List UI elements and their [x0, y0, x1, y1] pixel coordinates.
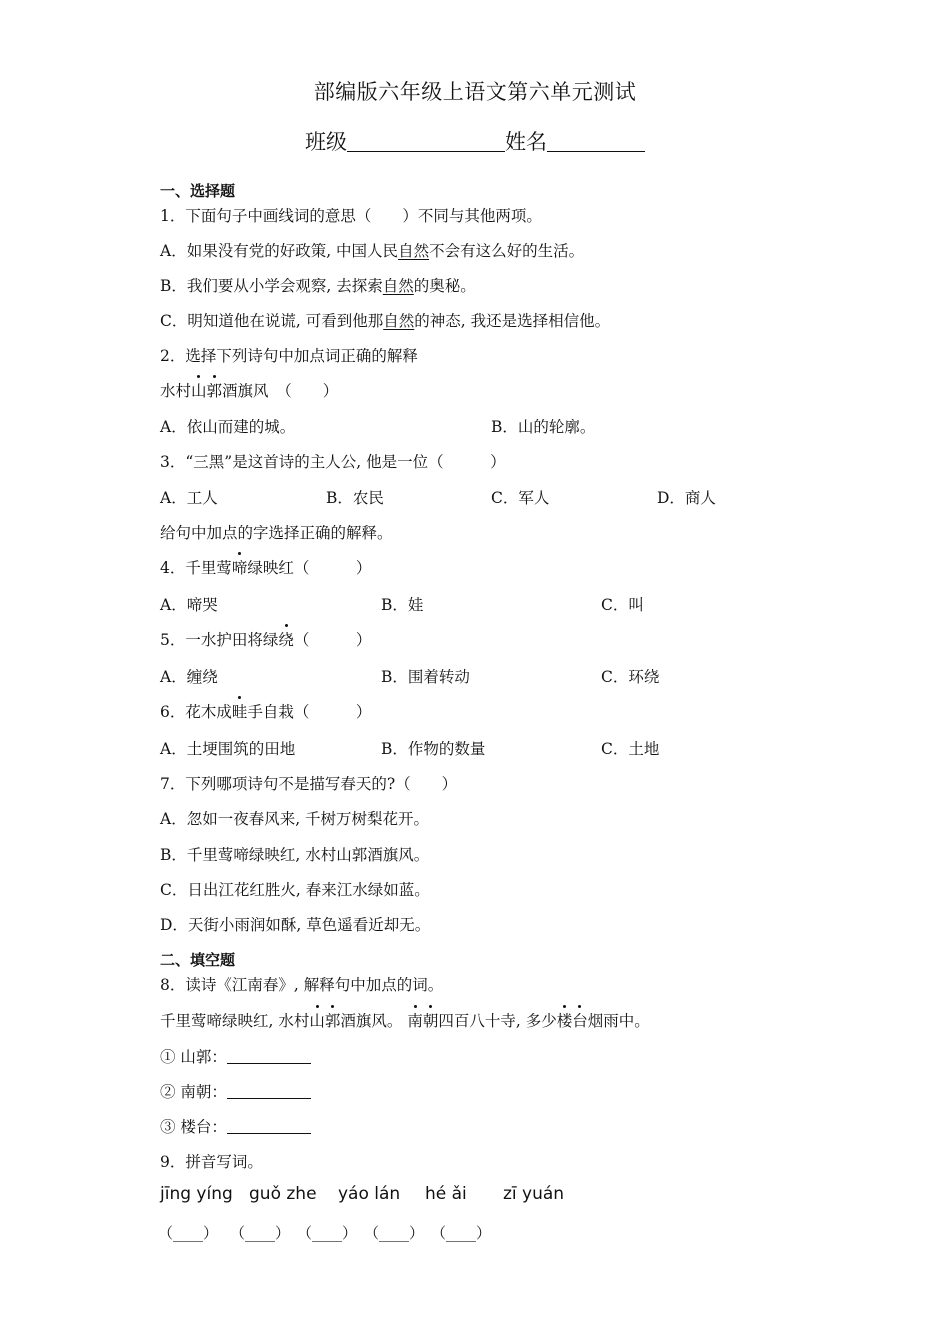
- q4-option-a[interactable]: A．啼哭: [160, 596, 218, 614]
- underlined-word: 自然: [383, 312, 415, 330]
- q5-option-b[interactable]: B．围着转动: [381, 668, 470, 686]
- q3-option-d[interactable]: D．商人: [657, 489, 716, 507]
- q8-item-3: ③ 楼台：: [160, 1115, 311, 1137]
- instruction-text: 给句中加点的字选择正确的解释。: [160, 524, 393, 542]
- dotted-char: 台: [572, 1009, 588, 1031]
- pinyin-answer-2[interactable]: （____）: [230, 1224, 291, 1242]
- dotted-char: 郭: [325, 1009, 341, 1031]
- q1-option-b[interactable]: B．我们要从小学会观察, 去探索自然的奥秘。: [160, 277, 476, 295]
- q6-option-a[interactable]: A．土埂围筑的田地: [160, 740, 296, 758]
- q2-option-b[interactable]: B．山的轮廓。: [491, 418, 596, 436]
- class-blank[interactable]: [347, 129, 505, 152]
- q5-option-a[interactable]: A．缠绕: [160, 668, 218, 686]
- name-label: 姓名: [505, 130, 547, 154]
- q1-option-a[interactable]: A．如果没有党的好政策, 中国人民自然不会有这么好的生活。: [160, 242, 585, 260]
- answer-blank[interactable]: [227, 1048, 311, 1064]
- dotted-char: 山: [191, 379, 207, 401]
- dotted-char: 南: [407, 1009, 423, 1031]
- pinyin-5: zī yuán: [503, 1184, 565, 1204]
- pinyin-answer-1[interactable]: （____）: [158, 1224, 219, 1242]
- q8-item-1: ① 山郭：: [160, 1045, 311, 1067]
- q7-option-c[interactable]: C．日出江花红胜火, 春来江水绿如蓝。: [160, 881, 430, 899]
- dotted-char: 绕: [278, 628, 294, 650]
- class-label: 班级: [305, 130, 347, 154]
- q8-poem: 千里莺啼绿映红, 水村山郭酒旗风。 南朝四百八十寺, 多少楼台烟雨中。: [160, 1009, 650, 1031]
- q1-option-c[interactable]: C．明知道他在说谎, 可看到他那自然的神态, 我还是选择相信他。: [160, 312, 611, 330]
- q2-poem-line: 水村山郭酒旗风 （ ）: [160, 379, 338, 401]
- pinyin-answer-3[interactable]: （____）: [297, 1224, 358, 1242]
- q4-stem: 4．千里莺啼绿映红（ ）: [160, 556, 371, 578]
- q7-option-a[interactable]: A．忽如一夜春风来, 千树万树梨花开。: [160, 810, 430, 828]
- q4-option-b[interactable]: B．娃: [381, 596, 424, 614]
- q7-option-d[interactable]: D．天街小雨润如酥, 草色遥看近却无。: [160, 916, 431, 934]
- q6-option-c[interactable]: C．土地: [601, 740, 660, 758]
- section-fill-title: 二、填空题: [160, 951, 236, 969]
- q6-option-b[interactable]: B．作物的数量: [381, 740, 486, 758]
- underlined-word: 自然: [398, 242, 430, 260]
- dotted-char: 郭: [207, 379, 223, 401]
- q5-stem: 5．一水护田将绿绕（ ）: [160, 628, 371, 650]
- pinyin-answer-4[interactable]: （____）: [364, 1224, 425, 1242]
- q3-option-b[interactable]: B．农民: [326, 489, 384, 507]
- q1-stem: 1．下面句子中画线词的意思（ ）不同与其他两项。: [160, 207, 542, 225]
- pinyin-4: hé ǎi: [425, 1184, 467, 1204]
- section-choice-title: 一、选择题: [160, 182, 236, 200]
- answer-blank[interactable]: [227, 1118, 311, 1134]
- q8-stem: 8．读诗《江南春》, 解释句中加点的词。: [160, 976, 444, 994]
- dotted-char: 朝: [423, 1009, 439, 1031]
- q2-stem: 2．选择下列诗句中加点词正确的解释: [160, 347, 418, 365]
- q7-option-b[interactable]: B．千里莺啼绿映红, 水村山郭酒旗风。: [160, 846, 430, 864]
- dotted-char: 啼: [232, 556, 248, 578]
- name-blank[interactable]: [547, 129, 645, 152]
- q4-option-c[interactable]: C．叫: [601, 596, 644, 614]
- page-title: 部编版六年级上语文第六单元测试: [313, 80, 637, 104]
- underlined-word: 自然: [382, 277, 414, 295]
- student-info: [0, 126, 950, 156]
- q3-option-a[interactable]: A．工人: [160, 489, 218, 507]
- pinyin-3: yáo lán: [338, 1184, 401, 1204]
- q3-option-c[interactable]: C．军人: [491, 489, 550, 507]
- q3-stem: 3．“三黑”是这首诗的主人公, 他是一位（ ）: [160, 453, 506, 471]
- q7-stem: 7．下列哪项诗句不是描写春天的?（ ）: [160, 775, 458, 793]
- q9-stem: 9．拼音写词。: [160, 1153, 263, 1171]
- dotted-char: 楼: [557, 1009, 573, 1031]
- q8-item-2: ② 南朝：: [160, 1080, 311, 1102]
- answer-blank[interactable]: [227, 1083, 311, 1099]
- q5-option-c[interactable]: C．环绕: [601, 668, 660, 686]
- pinyin-2: guǒ zhe: [249, 1184, 317, 1204]
- dotted-char: 山: [309, 1009, 325, 1031]
- q2-option-a[interactable]: A．依山而建的城。: [160, 418, 296, 436]
- pinyin-answer-5[interactable]: （____）: [431, 1224, 492, 1242]
- pinyin-1: jīng yíng: [160, 1184, 233, 1204]
- q6-stem: 6．花木成畦手自栽（ ）: [160, 700, 371, 722]
- dotted-char: 畦: [232, 700, 248, 722]
